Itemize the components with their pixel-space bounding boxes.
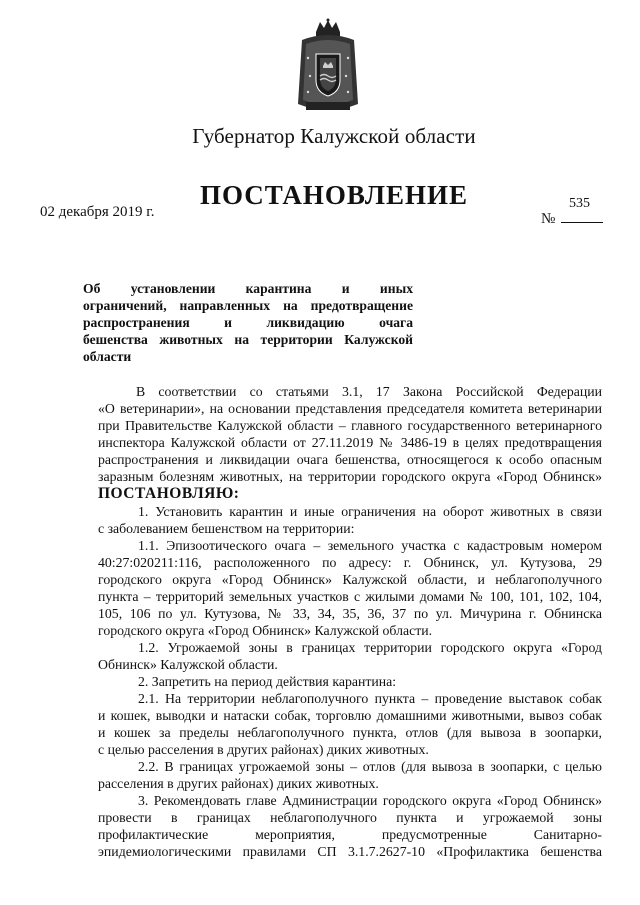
number-sign: № bbox=[541, 211, 556, 227]
number-underline bbox=[561, 222, 603, 223]
document-type-heading: ПОСТАНОВЛЕНИЕ bbox=[199, 180, 469, 210]
item-1-1-line: городского округа «Город Обнинск» Калужской области. bbox=[98, 623, 433, 638]
item-3-line: эпидемиологическими правилами СП 3.1.7.2627-10 «Профилактика бешенства bbox=[98, 844, 602, 859]
item-3-line: 3. Рекомендовать главе Администрации городского округа «Город Обнинск» bbox=[138, 793, 602, 808]
item-2-1-line: и кошек за пределы неблагополучного пункта, отлов (для вывоза в зоопарки, bbox=[98, 725, 602, 740]
item-2-2-line: расселения в других районах) диких животных. bbox=[98, 776, 379, 791]
item-3-line: провести в границах неблагополучного пункта и угрожаемой зоны bbox=[98, 810, 602, 825]
item-2-1-line: с целью расселения в других районах) диких животных. bbox=[98, 742, 429, 757]
document-subject bbox=[83, 280, 413, 365]
preamble-line: В соответствии со статьями 3.1, 17 Закона Российской Федерации bbox=[136, 384, 602, 399]
issuer-title: Губернатор Калужской области bbox=[192, 124, 476, 148]
item-2-1-line: 2.1. На территории неблагополучного пункта – проведение выставок собак bbox=[138, 691, 602, 706]
item-2-1-line: и кошек, выводки и натаски собак, торговлю домашними животными, вывоз собак bbox=[98, 708, 602, 723]
decree-word: ПОСТАНОВЛЯЮ: bbox=[98, 485, 240, 502]
item-1-2-line: 1.2. Угрожаемой зоны в границах территории городского округа «Город bbox=[138, 640, 602, 655]
item-2-2-line: 2.2. В границах угрожаемой зоны – отлов (для вывоза в зоопарки, с целью bbox=[138, 759, 602, 774]
subject-line: Об установлении карантина и иных bbox=[83, 281, 413, 296]
subject-line: ограничений, направленных на предотвращение bbox=[83, 298, 413, 313]
preamble-line: при Правительстве Калужской области – главного государственного ветеринарного bbox=[98, 418, 602, 433]
item-1-1-line: городского округа «Город Обнинск» Калужской области, и неблагополучного bbox=[98, 572, 602, 587]
preamble-line: инспектора Калужской области от 27.11.2019 № 3486-19 в целях предотвращения bbox=[98, 435, 602, 450]
item-1-2-line: Обнинск» Калужской области. bbox=[98, 657, 278, 672]
subject-line: распространения и ликвидацию очага bbox=[83, 315, 413, 330]
preamble-line: заразным болезням животных, на территории городского округа «Город Обнинск» bbox=[98, 469, 602, 484]
document-body bbox=[98, 383, 602, 860]
subject-line: бешенства животных на территории Калужской bbox=[83, 332, 413, 347]
subject-line: области bbox=[83, 349, 132, 364]
document-number: 535 bbox=[569, 196, 590, 211]
preamble-line: «О ветеринарии», на основании представления председателя комитета ветеринарии bbox=[98, 401, 602, 416]
document-date: 02 декабря 2019 г. bbox=[40, 204, 155, 220]
coat-of-arms-emblem bbox=[292, 18, 364, 118]
item-3-line: профилактические мероприятия, предусмотренные Санитарно- bbox=[98, 827, 602, 842]
item-2-line: 2. Запретить на период действия карантина: bbox=[138, 674, 397, 689]
document-number-field bbox=[541, 196, 603, 228]
item-1-1-line: пункта – территорий земельных участков с жилыми домами № 100, 101, 102, 104, bbox=[98, 589, 602, 604]
item-1-1-line: 105, 106 по ул. Кутузова, № 33, 34, 35, 36, 37 по ул. Мичурина г. Обнинска bbox=[98, 606, 602, 621]
preamble-line: распространения и ликвидации очага бешенства, относящегося к особо опасным bbox=[98, 452, 602, 467]
item-1-line: 1. Установить карантин и иные ограничения на оборот животных в связи bbox=[138, 504, 602, 519]
item-1-1-line: 40:27:020211:116, расположенного по адресу: г. Обнинск, ул. Кутузова, 29 bbox=[98, 555, 602, 570]
item-1-1-line: 1.1. Эпизоотического очага – земельного участка с кадастровым номером bbox=[138, 538, 602, 553]
item-1-line: с заболеванием бешенством на территории: bbox=[98, 521, 355, 536]
